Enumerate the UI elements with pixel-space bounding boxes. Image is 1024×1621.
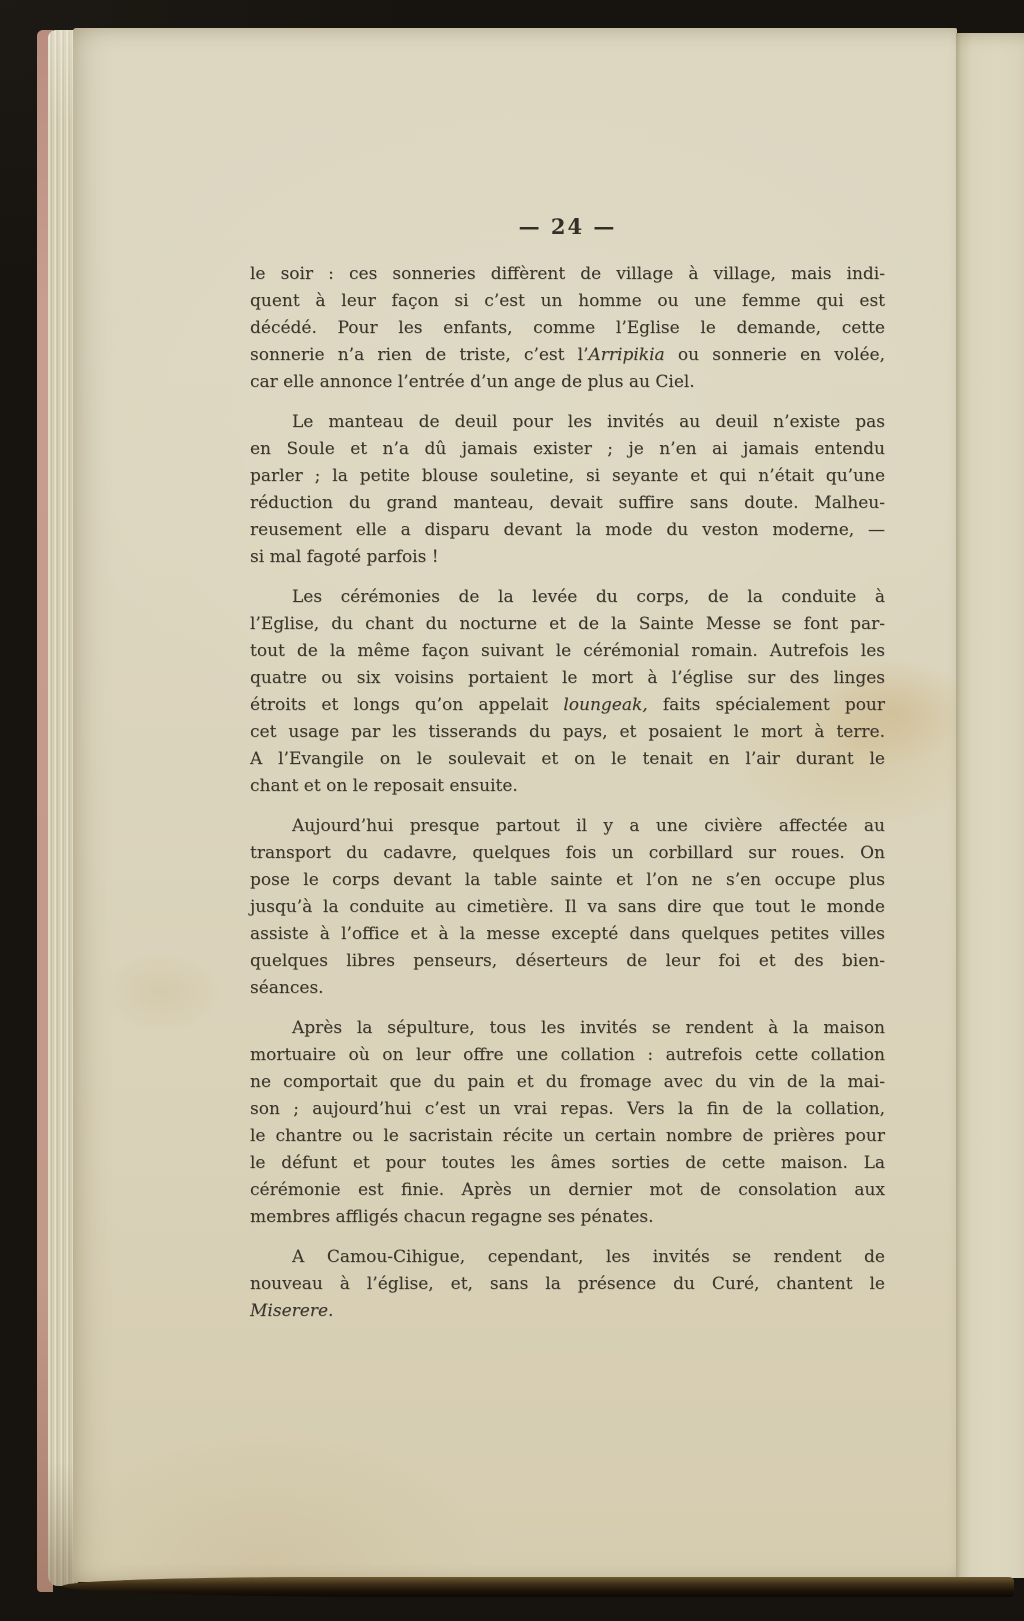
book-bottom-edge — [62, 1577, 1014, 1597]
print-area — [250, 28, 885, 1582]
text-line: quent à leur façon si c’est un homme ou une femme qui est — [250, 291, 885, 311]
text-line: le défunt et pour toutes les âmes sorties de cette maison. La — [250, 1153, 885, 1173]
paragraph — [250, 409, 885, 571]
text-line: cérémonie est finie. Après un dernier mot de consolation aux — [250, 1180, 885, 1200]
text-line: l’Eglise, du chant du nocturne et de la Sainte Messe se font par- — [250, 614, 885, 634]
text-line: A l’Evangile on le soulevait et on le tenait en l’air durant le — [250, 749, 885, 769]
text-block — [250, 261, 885, 1325]
text-line: membres affligés chacun regagne ses pénates. — [250, 1207, 654, 1227]
text-line: mortuaire où on leur offre une collation : autrefois cette collation — [250, 1045, 885, 1065]
text-line: tout de la même façon suivant le cérémonial romain. Autrefois les — [250, 641, 885, 661]
text-line: décédé. Pour les enfants, comme l’Eglise le demande, cette — [250, 318, 885, 338]
text-line: quelques libres penseurs, déserteurs de leur foi et des bien- — [250, 951, 885, 971]
text-line: Le manteau de deuil pour les invités au deuil n’existe pas — [292, 412, 885, 432]
text-line: en Soule et n’a dû jamais exister ; je n’en ai jamais entendu — [250, 439, 885, 459]
text-line: chant et on le reposait ensuite. — [250, 776, 518, 796]
paragraph — [250, 1015, 885, 1231]
text-line: le soir : ces sonneries diffèrent de village à village, mais indi- — [250, 264, 885, 284]
text-line: jusqu’à la conduite au cimetière. Il va sans dire que tout le monde — [250, 897, 885, 917]
text-line: Après la sépulture, tous les invités se rendent à la maison — [292, 1018, 885, 1038]
facing-page-edge — [956, 33, 1024, 1578]
text-line: Aujourd’hui presque partout il y a une civière affectée au — [292, 816, 885, 836]
text-line: nouveau à l’église, et, sans la présence du Curé, chantent le — [250, 1274, 885, 1294]
text-line: réduction du grand manteau, devait suffire sans doute. Malheu- — [250, 493, 885, 513]
paragraph — [250, 584, 885, 800]
text-line: assiste à l’office et à la messe excepté dans quelques petites villes — [250, 924, 885, 944]
text-line: son ; aujourd’hui c’est un vrai repas. Vers la fin de la collation, — [250, 1099, 885, 1119]
text-line: séances. — [250, 978, 324, 998]
text-line: parler ; la petite blouse souletine, si seyante et qui n’était qu’une — [250, 466, 885, 486]
text-line: Miserere. — [250, 1301, 334, 1321]
text-line: le chantre ou le sacristain récite un certain nombre de prières pour — [250, 1126, 885, 1146]
text-line: transport du cadavre, quelques fois un corbillard sur roues. On — [250, 843, 885, 863]
text-line: pose le corps devant la table sainte et l’on ne s’en occupe plus — [250, 870, 885, 890]
page-number: — 24 — — [518, 214, 617, 239]
text-line: cet usage par les tisserands du pays, et posaient le mort à terre. — [250, 722, 885, 742]
paragraph — [250, 813, 885, 1002]
book-page — [73, 28, 957, 1582]
text-line: sonnerie n’a rien de triste, c’est l’Arripikia ou sonnerie en volée, — [250, 345, 885, 365]
paragraph — [250, 261, 885, 396]
text-line: étroits et longs qu’on appelait loungeak, faits spécialement pour — [250, 695, 886, 715]
paragraph — [250, 1244, 885, 1325]
text-line: A Camou-Cihigue, cependant, les invités se rendent de — [292, 1247, 885, 1267]
text-line: si mal fagoté parfois ! — [250, 547, 439, 567]
text-line: quatre ou six voisins portaient le mort à l’église sur des linges — [250, 668, 885, 688]
text-line: reusement elle a disparu devant la mode du veston moderne, — — [250, 520, 885, 540]
text-line: ne comportait que du pain et du fromage avec du vin de la mai- — [250, 1072, 885, 1092]
text-line: car elle annonce l’entrée d’un ange de plus au Ciel. — [250, 372, 695, 392]
text-line: Les cérémonies de la levée du corps, de la conduite à — [292, 587, 885, 607]
